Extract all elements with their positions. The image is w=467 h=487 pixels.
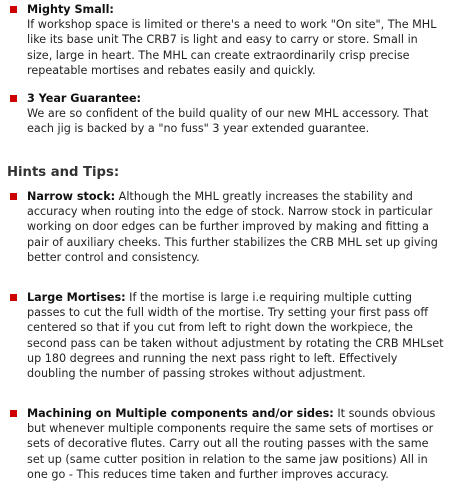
hint-large-mortises (0, 290, 467, 381)
hint-first-line: Although the MHL greatly increases the stability and (118, 190, 413, 203)
feature-mighty-small (0, 2, 467, 78)
feature-line: like its base unit The CRB7 is light and easy to carry or store. Small in (27, 33, 418, 47)
hint-narrow-stock (0, 189, 467, 265)
hint-title: Large Mortises: (27, 291, 126, 304)
hint-line: sets of decorative flutes. Carry out all the routing passes with the same (27, 437, 429, 451)
hint-line: one go - This reduces time taken and further improves accuracy. (27, 467, 389, 481)
square-bullet-icon (10, 193, 17, 200)
hint-multiple-components (0, 406, 467, 482)
square-bullet-icon (10, 6, 17, 13)
feature-line: If workshop space is limited or there's a need to work "On site", The MHL (27, 18, 437, 32)
hint-line: accuracy when routing into the edge of stock. Narrow stock in particular (27, 205, 433, 219)
hint-line: second pass can be taken without adjustment by rotating the CRB MHLset (27, 336, 444, 350)
hint-line: passes to cut the full width of the mortise. Try setting your first pass off (27, 306, 429, 320)
feature-line: We are so confident of the build quality of our new MHL accessory. That (27, 107, 429, 121)
hint-line: doubling the number of passing strokes without adjustment. (27, 367, 366, 381)
feature-guarantee (0, 91, 467, 137)
hint-line: centered so that if you cut from left to right down the workpiece, the (27, 321, 413, 335)
hint-first-line: If the mortise is large i.e requiring multiple cutting (129, 291, 413, 304)
feature-title: Mighty Small: (27, 3, 114, 16)
hints-heading: Hints and Tips: (7, 165, 120, 180)
feature-line: size, large in heart. The MHL can create extraordinarily crisp precise (27, 48, 410, 62)
feature-line: each jig is backed by a "no fuss" 3 year extended guarantee. (27, 122, 370, 136)
feature-title: 3 Year Guarantee: (27, 92, 142, 105)
hint-line: pair of auxiliary cheeks. This further stabilizes the CRB MHL set up giving (27, 235, 438, 249)
square-bullet-icon (10, 410, 17, 417)
hint-line: up 180 degrees and running the next pass right to left. Effectively (27, 351, 398, 365)
hint-title: Narrow stock: (27, 190, 116, 203)
square-bullet-icon (10, 294, 17, 301)
hint-title: Machining on Multiple components and/or sides: (27, 407, 334, 420)
feature-line: repeatable mortises and rebates easily and quickly. (27, 63, 316, 77)
hint-line: set up (same cutter position in relation to the same jaw positions) All in (27, 452, 428, 466)
hint-line: but whenever multiple components require the same sets of mortises or (27, 422, 434, 436)
hint-line: working on door edges can be further improved by making and fitting a (27, 220, 430, 234)
square-bullet-icon (10, 95, 17, 102)
hint-first-line: It sounds obvious (337, 407, 436, 420)
hint-line: better control and consistency. (27, 250, 200, 264)
